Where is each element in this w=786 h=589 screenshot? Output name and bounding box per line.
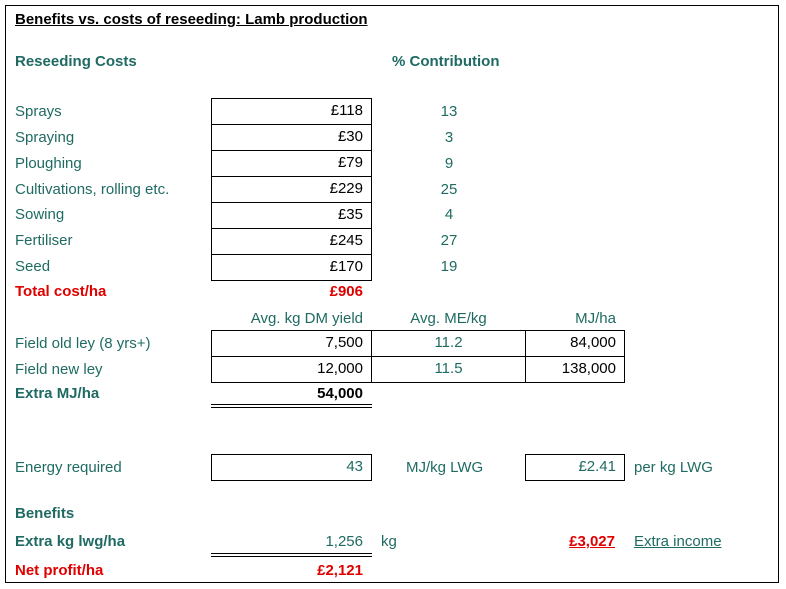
cost-label: Sprays [15,103,62,120]
cost-label: Sowing [15,206,65,223]
me-header: Avg. ME/kg [410,310,487,327]
cost-pct: 4 [444,206,454,223]
energy-value-cell[interactable]: 43 [211,454,372,481]
costs-header: Reseeding Costs [15,53,137,70]
cost-label: Seed [15,258,51,275]
extra-income-value: £3,027 [569,533,615,550]
benefits-header: Benefits [15,505,75,522]
field-me-cell[interactable]: 11.2 [371,330,526,357]
page-title: Benefits vs. costs of reseeding: Lamb production [15,11,368,28]
cost-pct: 27 [440,232,458,249]
field-mj-cell[interactable]: 138,000 [525,356,625,383]
cost-label: Fertiliser [15,232,73,249]
cost-pct: 19 [440,258,458,275]
cost-value-cell[interactable]: £118 [211,98,372,125]
cost-pct: 25 [440,181,458,198]
extra-lwg-label: Extra kg lwg/ha [15,533,126,550]
field-label: Field old ley (8 yrs+) [15,335,151,352]
cost-pct: 13 [440,103,458,120]
cost-value-cell[interactable]: £245 [211,228,372,255]
field-me-cell[interactable]: 11.5 [371,356,526,383]
cost-label: Spraying [15,129,75,146]
cost-value-cell[interactable]: £229 [211,176,372,203]
field-mj-cell[interactable]: 84,000 [525,330,625,357]
cost-label: Cultivations, rolling etc. [15,181,170,198]
field-dm-cell[interactable]: 12,000 [211,356,372,383]
extra-mj-value: 54,000 [317,385,363,402]
cost-value-cell[interactable]: £79 [211,150,372,177]
net-profit-value: £2,121 [317,562,363,579]
extra-income-label: Extra income [634,533,722,550]
sheet-frame [5,5,779,583]
field-dm-cell[interactable]: 7,500 [211,330,372,357]
cost-value-cell[interactable]: £30 [211,124,372,151]
cost-value-cell[interactable]: £170 [211,254,372,281]
energy-unit: MJ/kg LWG [406,459,484,476]
cost-pct: 9 [444,155,454,172]
cost-label: Ploughing [15,155,82,172]
price-cell[interactable]: £2.41 [525,454,625,481]
contribution-header: % Contribution [392,53,500,70]
total-cost-value: £906 [329,283,363,300]
extra-mj-label: Extra MJ/ha [15,385,100,402]
price-unit: per kg LWG [634,459,713,476]
extra-lwg-unit: kg [381,533,397,550]
energy-label: Energy required [15,459,122,476]
net-profit-label: Net profit/ha [15,562,104,579]
double-underline [211,404,372,408]
total-cost-label: Total cost/ha [15,283,107,300]
mj-header: MJ/ha [575,310,616,327]
field-label: Field new ley [15,361,103,378]
extra-lwg-value: 1,256 [325,533,363,550]
double-underline [211,553,372,557]
dm-yield-header: Avg. kg DM yield [250,310,363,327]
cost-value-cell[interactable]: £35 [211,202,372,229]
cost-pct: 3 [444,129,454,146]
